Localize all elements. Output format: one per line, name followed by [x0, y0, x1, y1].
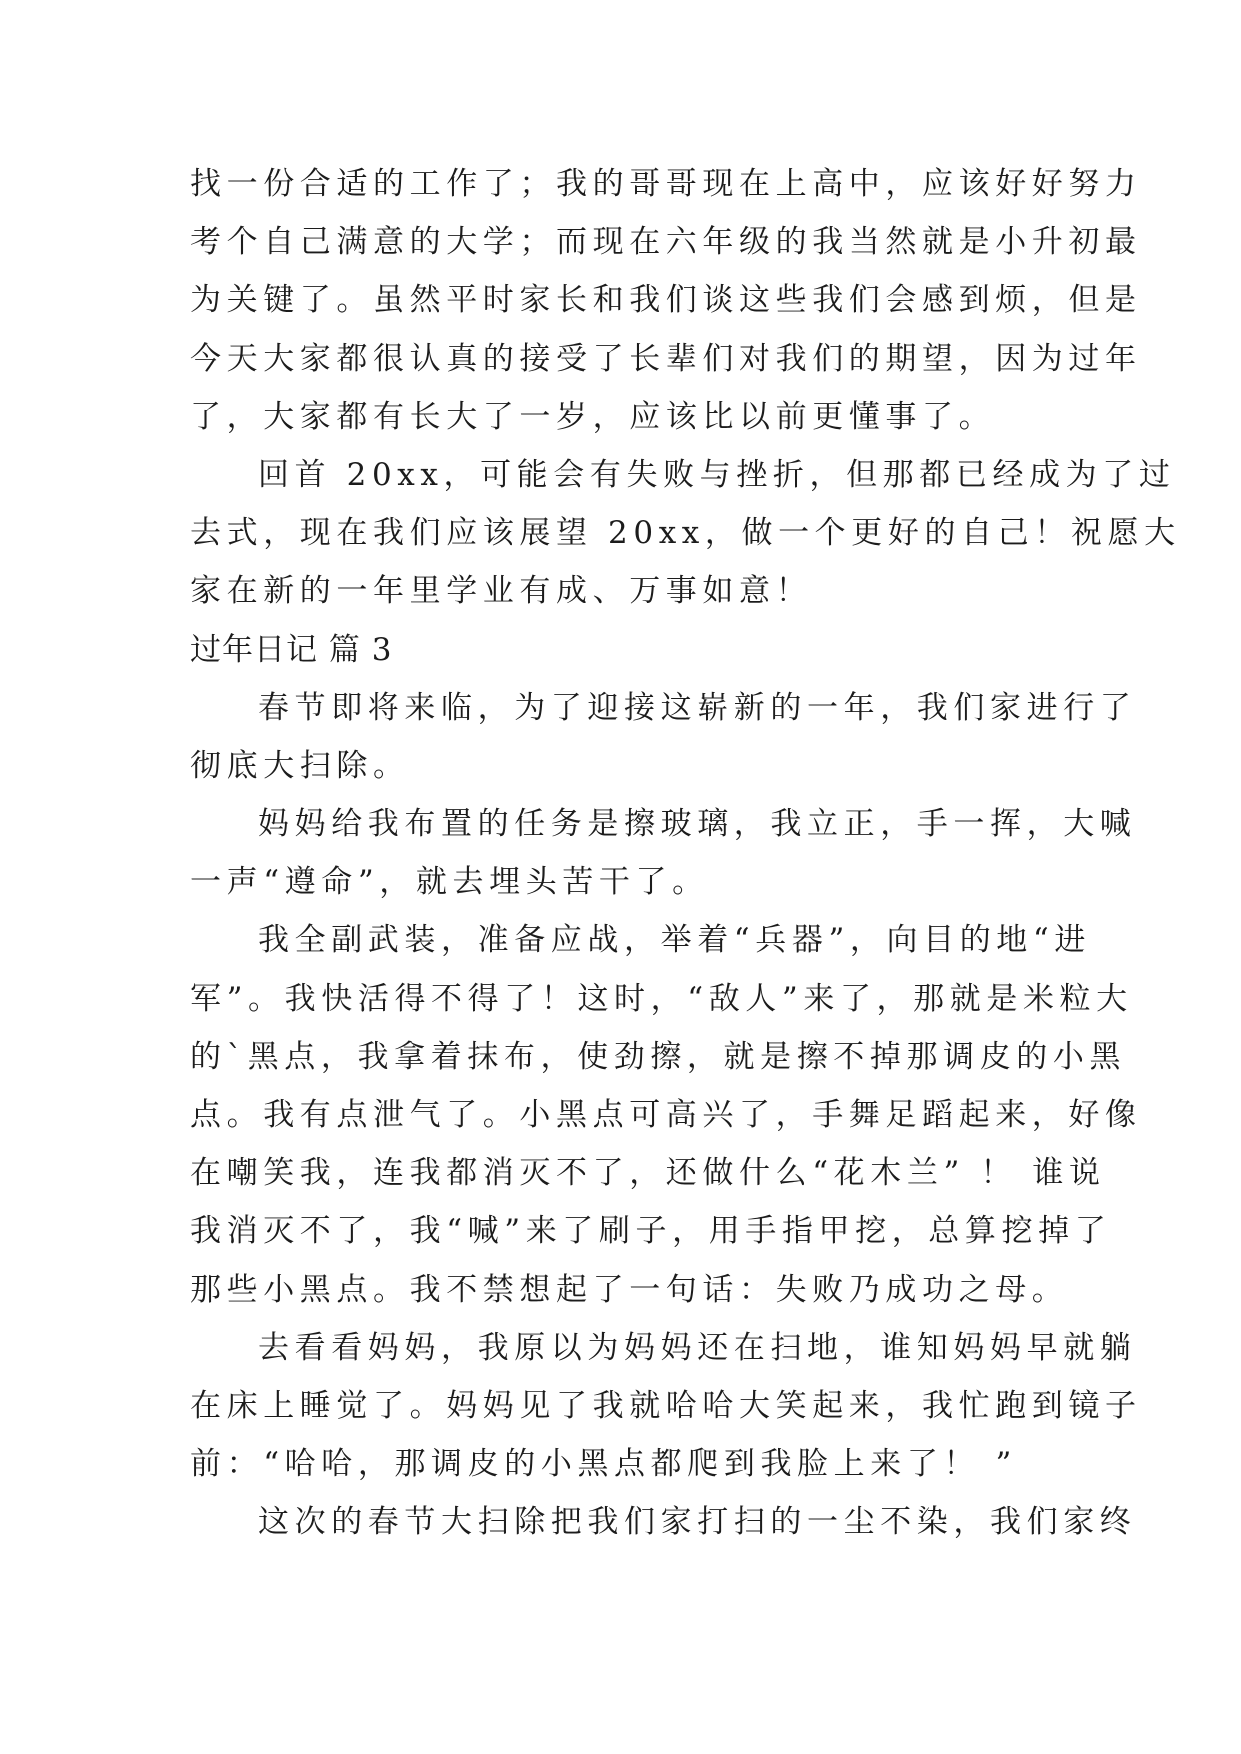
text-line: 的`黑点，我拿着抹布，使劲擦，就是擦不掉那调皮的小黑 [190, 1038, 1127, 1075]
article-body [190, 155, 1181, 1552]
paragraph-first-line: 妈妈给我布置的任务是擦玻璃，我立正，手一挥，大喊 [258, 806, 1137, 843]
text-line: 那些小黑点。我不禁想起了一句话：失败乃成功之母。 [190, 1271, 1069, 1308]
paragraph-first-line: 我全副武装，准备应战，举着“兵器”，向目的地“进 [258, 922, 1091, 959]
text-line: 了，大家都有长大了一岁，应该比以前更懂事了。 [190, 398, 996, 435]
text-line: 去式，现在我们应该展望 20xx，做一个更好的自己！祝愿大 [190, 515, 1181, 552]
text-line: 家在新的一年里学业有成、万事如意！ [190, 573, 813, 610]
text-line: 一声“遵命”，就去埋头苦干了。 [190, 864, 709, 901]
text-line: 考个自己满意的大学；而现在六年级的我当然就是小升初最 [190, 224, 1142, 261]
text-line: 今天大家都很认真的接受了长辈们对我们的期望，因为过年 [190, 340, 1142, 377]
paragraph-first-line: 去看看妈妈，我原以为妈妈还在扫地，谁知妈妈早就躺 [258, 1329, 1137, 1366]
text-line: 彻底大扫除。 [190, 747, 410, 784]
text-line: 前：“哈哈，那调皮的小黑点都爬到我脸上来了！ ” [190, 1446, 1017, 1483]
section-heading: 过年日记 篇 3 [190, 631, 393, 668]
paragraph-first-line: 这次的春节大扫除把我们家打扫的一尘不染，我们家终 [258, 1504, 1137, 1541]
text-line: 军”。我快活得不得了！这时，“敌人”来了，那就是米粒大 [190, 980, 1133, 1017]
text-line: 在嘲笑我，连我都消灭不了，还做什么“花木兰” ！ 谁说 [190, 1155, 1106, 1192]
text-line: 为关键了。虽然平时家长和我们谈这些我们会感到烦，但是 [190, 282, 1142, 319]
text-line: 我消灭不了，我“喊”来了刷子，用手指甲挖，总算挖掉了 [190, 1213, 1112, 1250]
paragraph-first-line: 春节即将来临，为了迎接这崭新的一年，我们家进行了 [258, 689, 1137, 726]
text-line: 在床上睡觉了。妈妈见了我就哈哈大笑起来，我忙跑到镜子 [190, 1387, 1142, 1424]
text-line: 找一份合适的工作了；我的哥哥现在上高中，应该好好努力 [190, 166, 1142, 202]
text-line: 点。我有点泄气了。小黑点可高兴了，手舞足蹈起来，好像 [190, 1097, 1142, 1133]
paragraph-first-line: 回首 20xx，可能会有失败与挫折，但那都已经成为了过 [258, 456, 1176, 493]
